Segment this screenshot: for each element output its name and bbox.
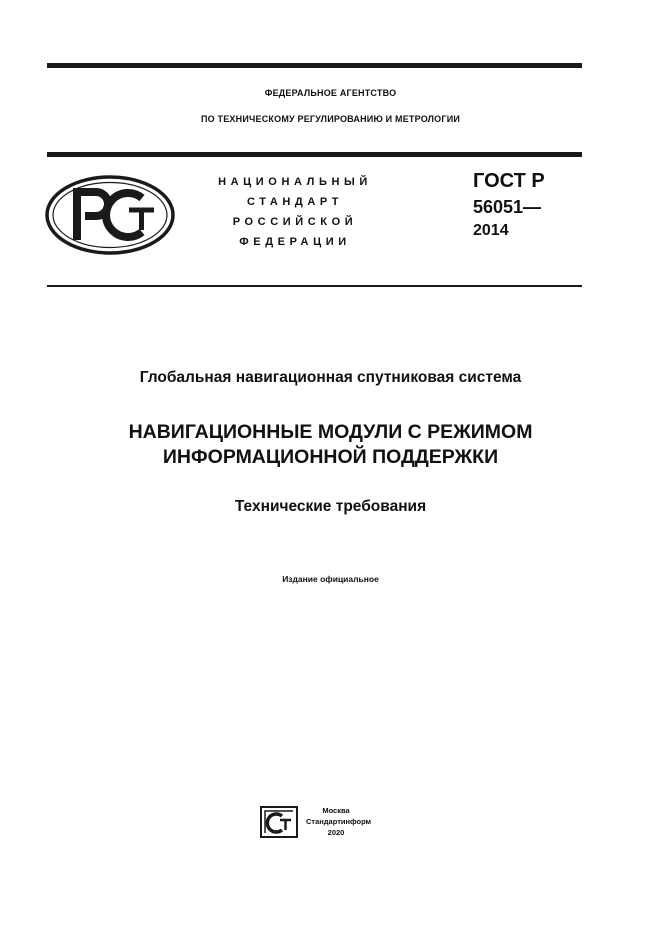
document-title-line-1: НАВИГАЦИОННЫЕ МОДУЛИ С РЕЖИМОМ (128, 421, 533, 443)
gost-designation (473, 168, 545, 242)
gost-prefix: ГОСТ Р (473, 170, 545, 192)
publisher-city: Москва (322, 806, 350, 815)
rst-mark-icon (44, 174, 176, 256)
gost-year: 2014 (473, 222, 509, 239)
national-standard-line: НАЦИОНАЛЬНЫЙ (218, 176, 372, 188)
gost-number: 56051— (473, 197, 542, 217)
national-standard-line: РОССИЙСКОЙ (232, 216, 358, 228)
national-standard-label (200, 172, 390, 252)
national-standard-line: ФЕДЕРАЦИИ (239, 236, 351, 248)
document-title-line-2: ИНФОРМАЦИОННОЙ ПОДДЕРЖКИ (162, 446, 499, 468)
header-divider (47, 152, 582, 157)
document-requirements: Технические требования (234, 498, 427, 515)
agency-line-2: ПО ТЕХНИЧЕСКОМУ РЕГУЛИРОВАНИЮ И МЕТРОЛОГИИ (200, 114, 461, 124)
document-subtitle: Глобальная навигационная спутниковая система (139, 369, 522, 386)
header-bottom-rule (47, 285, 582, 287)
publisher-year: 2020 (327, 828, 345, 837)
edition-label: Издание официальное (282, 574, 379, 584)
national-standard-line: СТАНДАРТ (246, 196, 344, 208)
top-rule (47, 63, 582, 68)
document-title (0, 420, 661, 470)
standartinform-logo-icon (260, 806, 298, 838)
publisher-name: Стандартинформ (306, 817, 372, 826)
agency-line-1: ФЕДЕРАЛЬНОЕ АГЕНТСТВО (264, 88, 397, 98)
publisher-block (306, 805, 372, 838)
